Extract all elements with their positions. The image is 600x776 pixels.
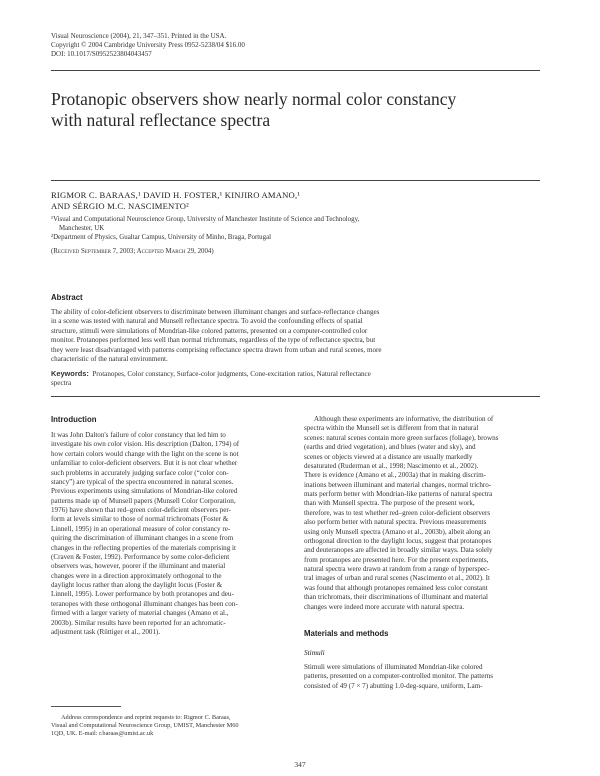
footnote-line: Visual and Computational Neuroscience Group, UMIST, Manchester M60 — [51, 722, 239, 730]
abstract-line: in a scene was tested with natural and Munsell reflectance spectra. To avoid the confounding effects of spatial — [51, 317, 363, 326]
body-line: Linnell, 1995) in an operational measure of color constancy re- — [51, 524, 231, 533]
body-line: Linnell, 1995). Lower performance by both protanopes and deu- — [51, 590, 234, 599]
keywords — [51, 369, 540, 389]
body-line: It was John Dalton's failure of color constancy that led him to — [51, 431, 226, 439]
body-line: spectra within the Munsell set is different from that in natural — [304, 424, 479, 433]
footnote-rule — [51, 706, 121, 707]
abstract-rule — [51, 396, 540, 397]
keywords-line-2: spectra — [51, 379, 72, 388]
body-line: 1976) have shown that red–green color-deficient observers per- — [51, 506, 231, 514]
body-line: patterns, presented on a computer-controlled monitor. The patterns — [304, 672, 494, 681]
authors-line-1: RIGMOR C. BARAAS,¹ DAVID H. FOSTER,¹ KINJIRO AMANO,¹ — [51, 190, 301, 200]
body-line: changes in the reflecting properties of the materials comprising it — [51, 543, 236, 552]
abstract-line: structure, stimuli were simulations of Mondrian-like colored patterns, presented on a computer-controlled color — [51, 326, 368, 335]
body-line: There is evidence (Amano et al., 2003a) that in making discrim- — [304, 471, 487, 480]
left-column-body — [51, 431, 287, 637]
body-line: from protanopes are presented here. For the present experiments, — [304, 555, 489, 564]
copyright-line: Copyright © 2004 Cambridge University Press 0952-5238/04 $16.00 — [51, 40, 245, 49]
body-line: Previous experiments using simulations of Mondrian-like colored — [51, 487, 238, 496]
body-line: Stimuli were simulations of illuminated Mondrian-like colored — [304, 663, 483, 671]
body-line: also perform better with natural spectra. Previous measurements — [304, 518, 487, 527]
affiliation-2: ²Department of Physics, Gualtar Campus, University of Minho, Braga, Portugal — [51, 234, 272, 242]
body-line: daylight locus rather than along the daylight locus (Foster & — [51, 581, 223, 589]
body-line: teranopes with these orthogonal illuminant changes has been con- — [51, 599, 238, 608]
author-list — [51, 190, 531, 212]
body-line: scenes or objects viewed at a distance are usually markedly — [304, 452, 473, 461]
right-column-body — [304, 415, 540, 612]
header-rule — [51, 70, 540, 71]
body-line: consisted of 49 (7 × 7) abutting 1.0-deg-square, uniform, Lam- — [304, 681, 483, 690]
abstract-body — [51, 308, 540, 364]
body-line: scenes: natural scenes contain more green surfaces (foliage), browns — [304, 433, 499, 442]
body-line: (earths and dried vegetation), and blues (water and sky), and — [304, 443, 476, 452]
body-line: such problems in accurately judging surface color (“color con- — [51, 468, 229, 477]
affiliation-1-line-1: ¹Visual and Computational Neuroscience Group, University of Manchester Institute of Science and Technology, — [51, 216, 360, 223]
abstract-line: they were least disadvantaged with patterns comprising reflectance spectra drawn from urban and rural scenes, more — [51, 345, 382, 354]
keywords-label: Keywords: — [51, 369, 89, 378]
body-line: firmed with a larger variety of material changes (Amano et al., — [51, 609, 229, 618]
correspondence-footnote — [51, 714, 287, 739]
title-line-2: with natural reflectance spectra — [51, 110, 271, 130]
stimuli-subheading: Stimuli — [304, 648, 325, 657]
introduction-heading: Introduction — [51, 415, 97, 424]
body-line: therefore, was to test whether red–green color-deficient observers — [304, 508, 491, 517]
abstract-heading: Abstract — [51, 293, 83, 302]
body-line: changes were in a direction approximately orthogonal to the — [51, 571, 222, 580]
body-line: than trichromats, their discriminations of illuminant and material — [304, 593, 488, 602]
body-line: patterns made up of Munsell papers (Munsell Color Corporation, — [51, 496, 236, 505]
affiliation-1-line-2: Manchester, UK — [59, 225, 105, 233]
footnote-line: 1QD, UK. E-mail: r.baraas@umist.ac.uk — [51, 730, 154, 738]
abstract-line: The ability of color-deficient observers to discriminate between illuminant changes and surface-reflectance changes — [51, 308, 380, 316]
body-line: tral images of urban and rural scenes (Nascimento et al., 2002). It — [304, 574, 490, 583]
paper-title — [51, 89, 531, 131]
abstract-line: monitor. Protanopes performed less well than normal trichromats, regardless of the type of reflectance spectra, but — [51, 336, 376, 345]
page-number: 347 — [294, 760, 306, 769]
authors-line-2: AND SÉRGIO M.C. NASCIMENTO² — [51, 201, 189, 211]
body-line: unfamiliar to color-deficient observers. But it is not clear whether — [51, 459, 238, 468]
received-dates: (Received September 7, 2003; Accepted March 29, 2004) — [51, 248, 214, 255]
body-line: adjustment task (Rüttiger et al., 2001). — [51, 627, 161, 636]
body-line: orthogonal direction to the daylight locus, suggest that protanopes — [304, 536, 492, 545]
journal-header — [51, 32, 245, 58]
body-line: than with Munsell spectra. The purpose of the present work, — [304, 499, 475, 508]
body-line: Although these experiments are informative, the distribution of — [314, 415, 494, 423]
body-line: investigate his own color vision. His description (Dalton, 1794) of — [51, 440, 240, 449]
title-line-1: Protanopic observers show nearly normal color constancy — [51, 89, 457, 109]
body-line: (Craven & Foster, 1992). Performance by some color-deficient — [51, 552, 230, 561]
body-line: how certain colors would change with the light on the scene is not — [51, 449, 239, 458]
affiliations — [51, 215, 531, 243]
doi-line: DOI: 10.1017/S0952523804043457 — [51, 49, 152, 58]
stimuli-body — [304, 663, 540, 691]
body-line: form at levels similar to those of normal trichromats (Foster & — [51, 515, 229, 524]
body-line: 2003b). Similar results have been reported for an achromatic- — [51, 618, 226, 627]
journal-citation: Visual Neuroscience (2004), 21, 347–351. Printed in the USA. — [51, 32, 227, 40]
body-line: mats perform better with Mondrian-like patterns of natural spectra — [304, 490, 493, 498]
title-rule — [51, 180, 540, 181]
keywords-line-1: Protanopes, Color constancy, Surface-color judgments, Cone-excitation ratios, Natural reflectance — [92, 370, 371, 378]
methods-heading: Materials and methods — [304, 629, 389, 638]
abstract-line: characteristic of the natural environment. — [51, 355, 168, 364]
body-line: was found that although protanopes remained less color constant — [304, 583, 488, 592]
body-line: and deuteranopes are affected in broadly similar ways. Data solely — [304, 546, 493, 555]
body-line: natural spectra were drawn at random from a range of hyperspec- — [304, 565, 490, 573]
body-line: quiring the discrimination of illuminant changes in a scene from — [51, 534, 234, 543]
body-line: desaturated (Ruderman et al., 1998; Nascimento et al., 2002). — [304, 461, 479, 470]
body-line: inations between illuminant and material changes, normal trichro- — [304, 480, 492, 489]
body-line: using only Munsell spectra (Amano et al., 2003b), albeit along an — [304, 527, 491, 536]
footnote-line: Address correspondence and reprint requests to: Rigmor C. Baraas, — [61, 714, 231, 721]
body-line: stancy”) are typical of the spectra encountered in natural scenes. — [51, 477, 234, 486]
body-line: observers was, however, poorer if the illuminant and material — [51, 562, 226, 571]
body-line: changes were indeed more accurate with natural spectra. — [304, 602, 465, 611]
